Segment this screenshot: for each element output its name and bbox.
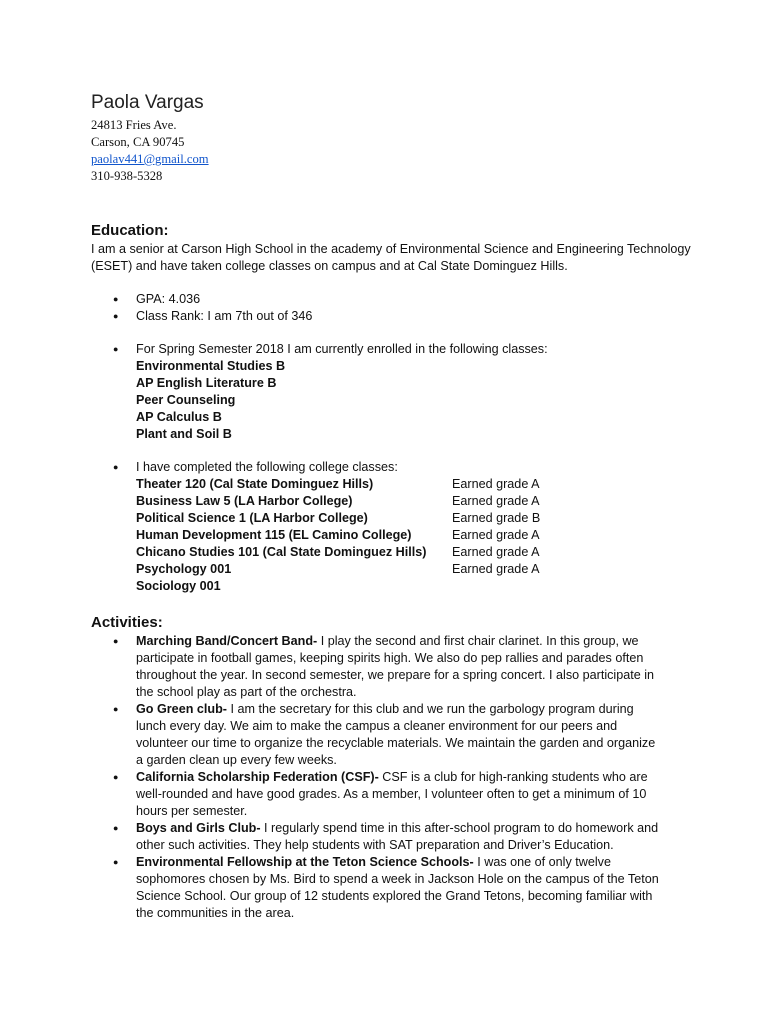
enrolled-course: AP Calculus B (136, 410, 222, 424)
activity-title: Environmental Fellowship at the Teton Science Schools- (136, 855, 474, 869)
course-grade: Earned grade A (452, 528, 540, 542)
completed-course-row (136, 510, 691, 527)
course-name: Chicano Studies 101 (Cal State Dominguez Hills) (136, 545, 427, 559)
activity-item (91, 701, 691, 769)
enrolled-classes (91, 341, 691, 443)
activity-description: I am the secretary for this club and we run the garbology program during lunch every day. We aim to make the campus a cleaner environment for our peers and volunteer our time to organize the recyclable materials. We maintain the garden and organize a garden clean up every few weeks. (136, 702, 656, 767)
city-state-zip: Carson, CA 90745 (91, 135, 185, 149)
completed-item (91, 459, 691, 595)
resume-page (91, 91, 691, 922)
education-stats (91, 291, 691, 325)
activity-item (91, 769, 691, 820)
activity-item (91, 854, 691, 922)
contact-block (91, 117, 691, 185)
course-name: Theater 120 (Cal State Dominguez Hills) (136, 477, 374, 491)
completed-course-row (136, 493, 691, 510)
phone-number: 310-938-5328 (91, 169, 163, 183)
activity-description: I play the second and first chair clarinet. In this group, we participate in football games, keeping spirits high. We also do pep rallies and parades often throughout the year. In second semester, we prepare for a spring concert. I also participate in the school play as part of the orchestra. (136, 634, 655, 699)
completed-course-row (136, 561, 691, 578)
enrolled-item (91, 341, 691, 443)
activity-title: Marching Band/Concert Band- (136, 634, 318, 648)
course-name: Human Development 115 (EL Camino College) (136, 528, 412, 542)
enrolled-course: Plant and Soil B (136, 427, 232, 441)
education-intro: I am a senior at Carson High School in the academy of Environmental Science and Engineering Technology (ESET) and have taken college classes on campus and at Cal State Dominguez Hills. (91, 242, 691, 273)
enrolled-course: Environmental Studies B (136, 359, 286, 373)
activity-item (91, 633, 691, 701)
completed-course-row (136, 527, 691, 544)
completed-intro: ● I have completed the following college classes: (136, 460, 398, 474)
completed-course-row (136, 476, 691, 493)
email-link[interactable]: paolav441@gmail.com (91, 152, 209, 166)
class-rank-item: ● Class Rank: I am 7th out of 346 (91, 308, 691, 325)
gpa-item: ● GPA: 4.036 (91, 291, 691, 308)
course-grade: Earned grade A (452, 562, 540, 576)
completed-classes (91, 459, 691, 595)
education-heading: Education: (91, 222, 169, 239)
activity-item (91, 820, 691, 854)
course-grade: Earned grade A (452, 477, 540, 491)
course-name: Sociology 001 (136, 579, 221, 593)
course-name: Political Science 1 (LA Harbor College) (136, 511, 368, 525)
activity-description: I was one of only twelve sophomores chosen by Ms. Bird to spend a week in Jackson Hole on the campus of the Teton Science School. Our group of 12 students explored the Grand Tetons, becoming familiar with the communities in the area. (136, 855, 659, 920)
course-grade: Earned grade B (452, 511, 541, 525)
activity-title: Go Green club- (136, 702, 227, 716)
activity-title: Boys and Girls Club- (136, 821, 261, 835)
enrolled-course: Peer Counseling (136, 393, 236, 407)
activity-description: CSF is a club for high-ranking students who are well-rounded and have good grades. As a member, I volunteer often to get a minimum of 10 hours per semester. (136, 770, 648, 818)
completed-course-row (136, 544, 691, 561)
activities-heading: Activities: (91, 614, 163, 631)
street-address: 24813 Fries Ave. (91, 118, 177, 132)
course-name: Business Law 5 (LA Harbor College) (136, 494, 353, 508)
activity-description: I regularly spend time in this after-school program to do homework and other such activities. They help students with SAT preparation and Driver’s Education. (136, 821, 659, 852)
course-grade: Earned grade A (452, 494, 540, 508)
course-name: Psychology 001 (136, 562, 232, 576)
enrolled-course: AP English Literature B (136, 376, 277, 390)
activity-title: California Scholarship Federation (CSF)- (136, 770, 379, 784)
course-grade: Earned grade A (452, 545, 540, 559)
completed-course-row (136, 578, 691, 595)
activities-list (91, 633, 691, 922)
enrolled-intro: ● For Spring Semester 2018 I am currently enrolled in the following classes: (136, 342, 548, 356)
applicant-name: Paola Vargas (91, 92, 204, 113)
